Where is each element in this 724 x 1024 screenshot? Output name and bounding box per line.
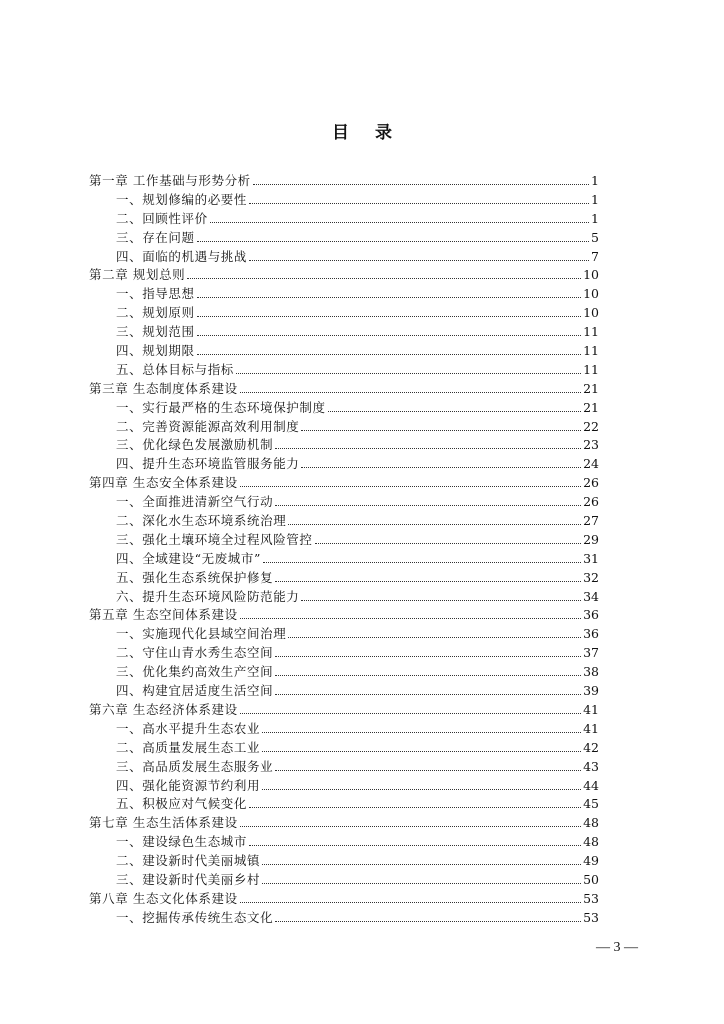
toc-dot-leader	[328, 411, 581, 412]
toc-entry-title: 第七章 生态生活体系建设	[89, 815, 238, 831]
toc-dot-leader	[275, 656, 581, 657]
toc-entry-page: 10	[583, 286, 599, 302]
toc-entry-title: 二、守住山青水秀生态空间	[116, 645, 274, 661]
toc-entry-page: 37	[583, 645, 599, 661]
toc-entry-title: 三、规划范围	[116, 324, 195, 340]
toc-entry-title: 一、建设绿色生态城市	[116, 834, 248, 850]
toc-entry-title: 一、指导思想	[116, 286, 195, 302]
toc-section-entry[interactable]	[89, 682, 599, 701]
toc-dot-leader	[275, 694, 581, 695]
toc-section-entry[interactable]	[89, 285, 599, 304]
toc-entry-page: 21	[583, 380, 599, 396]
toc-dot-leader	[197, 316, 581, 317]
table-of-contents	[89, 172, 599, 928]
toc-dot-leader	[240, 826, 581, 827]
toc-section-entry[interactable]	[89, 455, 599, 474]
toc-entry-title: 四、提升生态环境监管服务能力	[116, 456, 300, 472]
toc-entry-page: 36	[583, 607, 599, 623]
toc-chapter-entry[interactable]	[89, 474, 599, 493]
toc-entry-title: 六、提升生态环境风险防范能力	[116, 588, 300, 604]
toc-entry-title: 二、高质量发展生态工业	[116, 739, 261, 755]
toc-dot-leader	[240, 902, 581, 903]
toc-section-entry[interactable]	[89, 758, 599, 777]
toc-dot-leader	[240, 618, 581, 619]
toc-entry-page: 1	[591, 173, 599, 188]
toc-entry-title: 一、高水平提升生态农业	[116, 720, 261, 736]
toc-dot-leader	[262, 751, 581, 752]
toc-entry-page: 11	[583, 324, 599, 340]
toc-dot-leader	[240, 713, 581, 714]
toc-entry-title: 二、规划原则	[116, 305, 195, 321]
toc-entry-title: 二、建设新时代美丽城镇	[116, 853, 261, 869]
toc-section-entry[interactable]	[89, 436, 599, 455]
toc-dot-leader	[249, 260, 589, 261]
toc-entry-page: 22	[583, 418, 599, 434]
toc-entry-title: 第三章 生态制度体系建设	[89, 380, 238, 396]
toc-entry-title: 第一章 工作基础与形势分析	[89, 173, 251, 188]
toc-entry-page: 10	[583, 267, 599, 283]
toc-entry-page: 39	[583, 683, 599, 699]
toc-entry-page: 1	[591, 210, 599, 226]
toc-section-entry[interactable]	[89, 569, 599, 588]
toc-entry-page: 26	[583, 494, 599, 510]
toc-entry-page: 50	[583, 871, 599, 887]
toc-entry-page: 26	[583, 475, 599, 491]
toc-entry-page: 32	[583, 569, 599, 585]
toc-section-entry[interactable]	[89, 644, 599, 663]
toc-entry-title: 一、实施现代化县域空间治理	[116, 626, 287, 642]
toc-section-entry[interactable]	[89, 871, 599, 890]
toc-entry-title: 四、面临的机遇与挑战	[116, 248, 248, 264]
toc-dot-leader	[262, 864, 581, 865]
toc-entry-page: 23	[583, 437, 599, 453]
toc-dot-leader	[262, 789, 581, 790]
toc-entry-title: 一、全面推进清新空气行动	[116, 494, 274, 510]
toc-dot-leader	[249, 807, 581, 808]
toc-dot-leader	[240, 392, 581, 393]
toc-entry-title: 四、规划期限	[116, 343, 195, 359]
toc-dot-leader	[253, 184, 589, 185]
toc-entry-page: 29	[583, 531, 599, 547]
toc-entry-title: 四、构建宜居适度生活空间	[116, 683, 274, 699]
toc-chapter-entry[interactable]	[89, 172, 599, 191]
toc-dot-leader	[262, 883, 581, 884]
toc-section-entry[interactable]	[89, 418, 599, 437]
toc-dot-leader	[275, 770, 581, 771]
toc-entry-page: 24	[583, 456, 599, 472]
toc-dot-leader	[288, 637, 581, 638]
toc-dot-leader	[197, 297, 581, 298]
toc-entry-title: 一、规划修编的必要性	[116, 191, 248, 207]
toc-entry-title: 三、存在问题	[116, 229, 195, 245]
toc-entry-page: 5	[591, 229, 599, 245]
toc-section-entry[interactable]	[89, 191, 599, 210]
toc-section-entry[interactable]	[89, 210, 599, 229]
toc-section-entry[interactable]	[89, 493, 599, 512]
toc-entry-page: 11	[583, 361, 599, 377]
toc-dot-leader	[275, 505, 581, 506]
toc-section-entry[interactable]	[89, 550, 599, 569]
toc-dot-leader	[263, 562, 581, 563]
toc-entry-page: 7	[591, 248, 599, 264]
toc-entry-page: 21	[583, 399, 599, 415]
toc-section-entry[interactable]	[89, 248, 599, 267]
toc-dot-leader	[275, 448, 581, 449]
toc-entry-title: 第五章 生态空间体系建设	[89, 607, 238, 623]
toc-dot-leader	[249, 203, 589, 204]
toc-entry-page: 27	[583, 513, 599, 529]
toc-entry-page: 31	[583, 550, 599, 566]
toc-entry-page: 49	[583, 853, 599, 869]
toc-section-entry[interactable]	[89, 512, 599, 531]
toc-section-entry[interactable]	[89, 342, 599, 361]
toc-entry-page: 11	[583, 343, 599, 359]
toc-dot-leader	[262, 732, 581, 733]
toc-chapter-entry[interactable]	[89, 890, 599, 909]
toc-entry-title: 二、深化水生态环境系统治理	[116, 513, 287, 529]
toc-dot-leader	[249, 845, 581, 846]
toc-section-entry[interactable]	[89, 909, 599, 928]
toc-entry-title: 二、完善资源能源高效利用制度	[116, 418, 300, 434]
toc-entry-title: 三、优化集约高效生产空间	[116, 664, 274, 680]
toc-entry-page: 43	[583, 758, 599, 774]
toc-entry-page: 48	[583, 834, 599, 850]
toc-entry-page: 45	[583, 796, 599, 812]
toc-section-entry[interactable]	[89, 720, 599, 739]
toc-dot-leader	[236, 373, 581, 374]
toc-entry-page: 38	[583, 664, 599, 680]
toc-section-entry[interactable]	[89, 833, 599, 852]
toc-entry-page: 53	[583, 890, 599, 906]
toc-section-entry[interactable]	[89, 361, 599, 380]
toc-entry-title: 一、挖掘传承传统生态文化	[116, 909, 274, 925]
toc-section-entry[interactable]	[89, 399, 599, 418]
toc-entry-page: 44	[583, 777, 599, 793]
toc-entry-page: 42	[583, 739, 599, 755]
toc-entry-title: 五、强化生态系统保护修复	[116, 569, 274, 585]
toc-entry-title: 第二章 规划总则	[89, 267, 186, 283]
toc-entry-title: 三、强化土壤环境全过程风险管控	[116, 531, 313, 547]
toc-dot-leader	[187, 278, 581, 279]
toc-chapter-entry[interactable]	[89, 814, 599, 833]
page-number: — 3 —	[596, 940, 638, 955]
toc-entry-title: 第六章 生态经济体系建设	[89, 701, 238, 717]
toc-chapter-entry[interactable]	[89, 701, 599, 720]
toc-chapter-entry[interactable]	[89, 266, 599, 285]
toc-entry-page: 41	[583, 701, 599, 717]
toc-section-entry[interactable]	[89, 588, 599, 607]
toc-entry-page: 48	[583, 815, 599, 831]
toc-dot-leader	[210, 222, 589, 223]
toc-dot-leader	[301, 467, 581, 468]
toc-section-entry[interactable]	[89, 531, 599, 550]
toc-dot-leader	[288, 524, 581, 525]
toc-section-entry[interactable]	[89, 663, 599, 682]
toc-entry-title: 第八章 生态文化体系建设	[89, 890, 238, 906]
toc-dot-leader	[301, 430, 581, 431]
toc-entry-title: 第四章 生态安全体系建设	[89, 475, 238, 491]
toc-entry-title: 五、积极应对气候变化	[116, 796, 248, 812]
toc-section-entry[interactable]	[89, 739, 599, 758]
toc-dot-leader	[197, 241, 589, 242]
toc-dot-leader	[197, 335, 581, 336]
toc-entry-title: 四、强化能资源节约利用	[116, 777, 261, 793]
toc-section-entry[interactable]	[89, 852, 599, 871]
page-title: 目 录	[332, 123, 402, 143]
toc-dot-leader	[315, 543, 582, 544]
toc-entry-page: 10	[583, 305, 599, 321]
toc-dot-leader	[240, 486, 581, 487]
toc-entry-page: 53	[583, 909, 599, 925]
toc-dot-leader	[275, 581, 581, 582]
toc-entry-title: 四、全域建设“无废城市”	[116, 550, 261, 566]
toc-entry-title: 二、回顾性评价	[116, 210, 208, 226]
toc-entry-title: 三、建设新时代美丽乡村	[116, 871, 261, 887]
toc-dot-leader	[275, 921, 581, 922]
toc-section-entry[interactable]	[89, 625, 599, 644]
toc-entry-page: 34	[583, 588, 599, 604]
toc-section-entry[interactable]	[89, 795, 599, 814]
toc-entry-page: 1	[591, 191, 599, 207]
toc-entry-page: 36	[583, 626, 599, 642]
toc-dot-leader	[301, 600, 581, 601]
toc-dot-leader	[197, 354, 581, 355]
toc-entry-title: 三、优化绿色发展激励机制	[116, 437, 274, 453]
toc-entry-title: 五、总体目标与指标	[116, 361, 234, 377]
toc-section-entry[interactable]	[89, 777, 599, 796]
toc-section-entry[interactable]	[89, 323, 599, 342]
toc-chapter-entry[interactable]	[89, 606, 599, 625]
toc-section-entry[interactable]	[89, 229, 599, 248]
toc-chapter-entry[interactable]	[89, 380, 599, 399]
toc-entry-page: 41	[583, 720, 599, 736]
toc-entry-title: 一、实行最严格的生态环境保护制度	[116, 399, 326, 415]
toc-dot-leader	[275, 675, 581, 676]
toc-entry-title: 三、高品质发展生态服务业	[116, 758, 274, 774]
toc-section-entry[interactable]	[89, 304, 599, 323]
